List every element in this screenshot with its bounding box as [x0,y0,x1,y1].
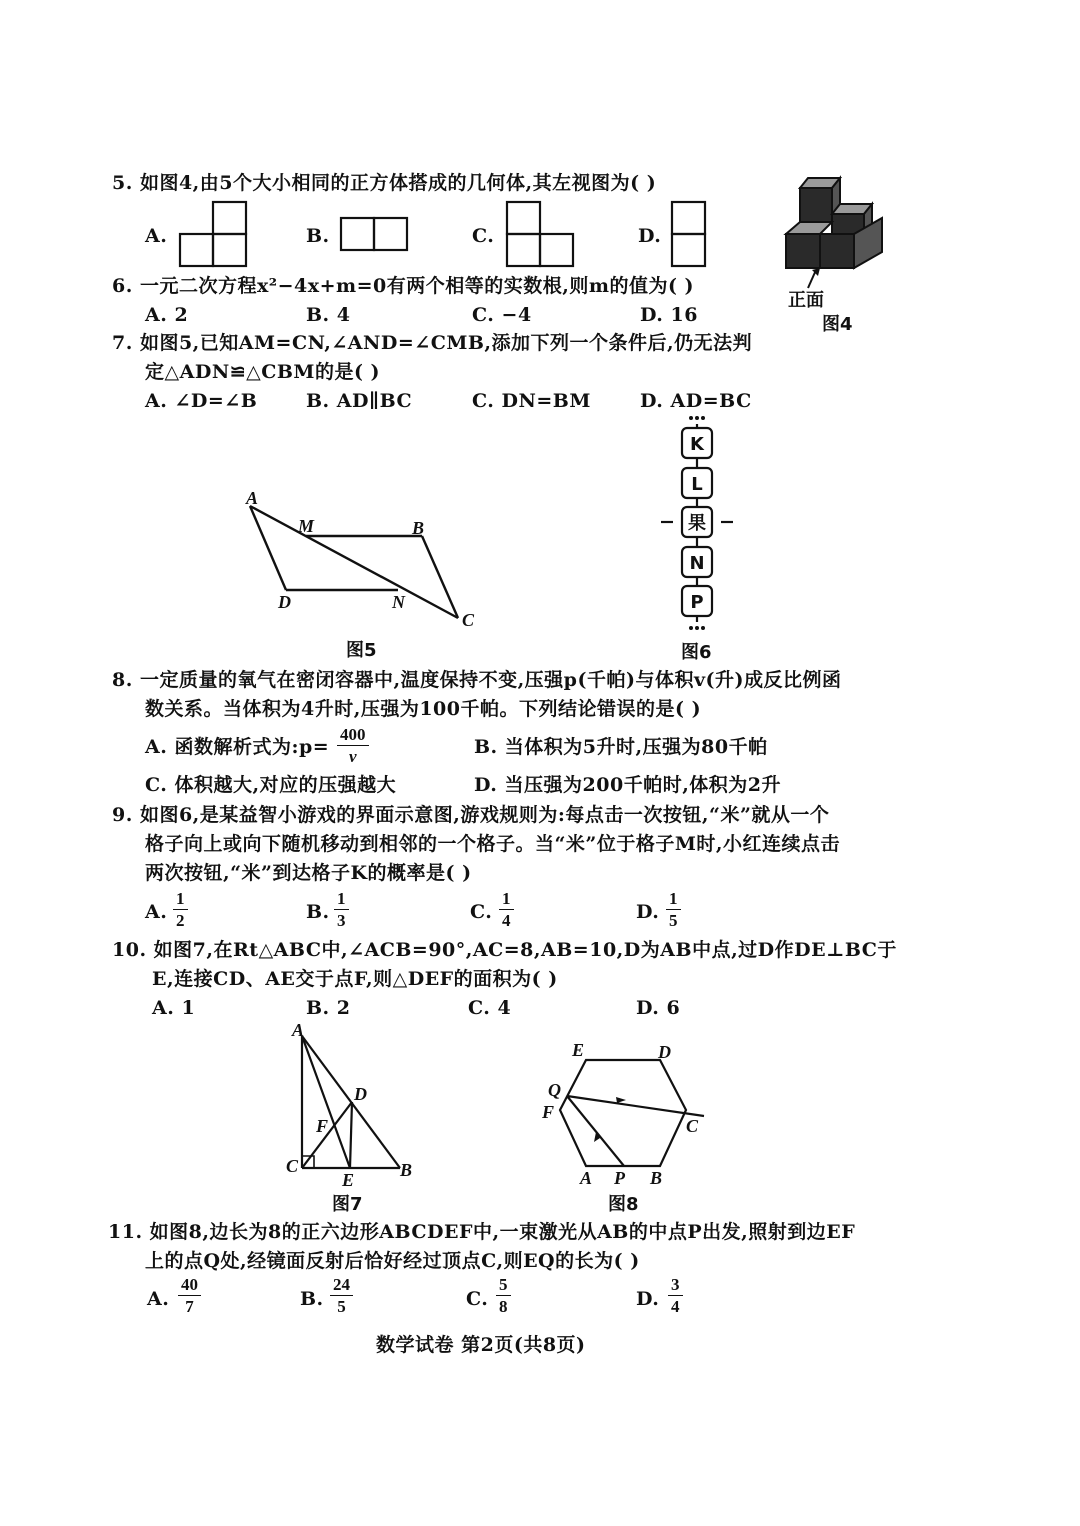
q7-stem-line1: 7. 如图5,已知AM=CN,∠AND=∠CMB,添加下列一个条件后,仍无法判 [112,332,753,354]
figure-5-label-n: N [392,592,405,612]
figure-8-label-c: C [686,1116,699,1136]
q11-option-d-fraction [668,1276,683,1315]
q5-option-c-view [505,200,575,268]
q8-stem-line1: 8. 一定质量的氧气在密闭容器中,温度保持不变,压强p(千帕)与体积v(升)成反比例函 [112,669,842,691]
figure-8-label-f: F [542,1102,555,1122]
q9-option-b-label: B. [306,901,330,923]
q6-option-c: C. −4 [472,304,532,326]
figure-5-label-m: M [298,516,315,536]
q6-option-d: D. 16 [640,304,698,326]
q11-option-a-numerator: 40 [178,1276,201,1296]
figure-6-cell-piece: 果 [688,513,706,534]
q6-option-a: A. 2 [145,304,189,326]
q8-option-a-prefix: A. 函数解析式为:p= [145,736,330,758]
q8-option-a-denominator: v [348,747,357,766]
q10-option-c: C. 4 [468,997,512,1019]
figure-7-label-b: B [400,1160,413,1180]
q9-stem-line3: 两次按钮,“米”到达格子K的概率是( ) [145,862,472,884]
q11-option-b-label: B. [300,1288,324,1310]
q9-option-c-numerator: 1 [499,890,514,910]
q5-option-d-view [670,200,707,268]
q11-option-d-numerator: 3 [668,1276,683,1296]
figure-7-caption: 图7 [332,1194,363,1215]
q11-option-b-denominator: 5 [337,1297,346,1316]
q7-option-a: A. ∠D=∠B [145,390,258,412]
q11-option-b-fraction [330,1276,353,1315]
figure-7-label-c: C [286,1156,299,1176]
q6-stem: 6. 一元二次方程x²−4x+m=0有两个相等的实数根,则m的值为( ) [112,275,695,297]
q9-option-c-label: C. [470,901,493,923]
figure-8-label-q: Q [548,1080,561,1100]
q9-option-a-denominator: 2 [176,911,185,930]
page-footer: 数学试卷 第2页(共8页) [376,1334,586,1356]
figure-6-game [655,412,745,664]
figure-8-label-a: A [580,1168,593,1188]
figure-5-label-c: C [462,610,475,630]
figure-5 [240,488,490,663]
figure-7-label-d: D [354,1084,367,1104]
q9-option-d-denominator: 5 [669,911,678,930]
q11-option-a-fraction [178,1276,201,1315]
q8-option-d: D. 当压强为200千帕时,体积为2升 [474,774,782,796]
q10-option-d: D. 6 [636,997,681,1019]
q5-option-b-view [339,216,409,252]
figure-8-label-d: D [658,1042,671,1062]
q8-option-a-fraction [337,726,369,765]
q8-option-b: B. 当体积为5升时,压强为80千帕 [474,736,768,758]
figure-8-label-b: B [650,1168,663,1188]
q9-option-a-fraction [173,890,188,929]
q9-option-d-numerator: 1 [666,890,681,910]
q11-option-a-denominator: 7 [185,1297,194,1316]
q5-option-d-label: D. [638,225,662,247]
q10-option-a: A. 1 [152,997,196,1019]
figure-5-label-b: B [412,518,425,538]
figure-4-front-label: 正面 [788,290,824,311]
figure-8-caption: 图8 [608,1194,639,1215]
figure-6-cell-l: L [691,474,703,495]
q8-option-c: C. 体积越大,对应的压强越大 [145,774,397,796]
figure-5-label-a: A [246,488,259,508]
q7-stem-line2: 定△ADN≌△CBM的是( ) [145,361,381,383]
q5-option-b-label: B. [306,225,330,247]
q11-stem-line1: 11. 如图8,边长为8的正六边形ABCDEF中,一束激光从AB的中点P出发,照射到边EF [108,1221,856,1243]
q8-option-a-numerator: 400 [337,726,369,746]
q10-stem-line2: E,连接CD、AE交于点F,则△DEF的面积为( ) [152,968,558,990]
q9-stem-line1: 9. 如图6,是某益智小游戏的界面示意图,游戏规则为:每点击一次按钮,“米”就从一个 [112,804,830,826]
figure-6-cell-k: K [690,434,704,455]
q5-option-c-label: C. [472,225,495,247]
figure-8 [538,1036,718,1216]
q7-option-c: C. DN=BM [472,390,591,412]
figure-4-caption: 图4 [822,314,853,335]
figure-6-caption: 图6 [681,642,712,663]
figure-6-cell-n: N [689,553,705,574]
q11-option-b-numerator: 24 [330,1276,353,1296]
q5-stem: 5. 如图4,由5个大小相同的正方体搭成的几何体,其左视图为( ) [112,172,657,194]
q10-stem-line1: 10. 如图7,在Rt△ABC中,∠ACB=90°,AC=8,AB=10,D为AB中点,过D作DE⊥BC于 [112,939,897,961]
figure-7 [282,1022,422,1214]
q11-option-c-label: C. [466,1288,489,1310]
q7-option-d: D. AD=BC [640,390,752,412]
figure-6-cell-p: P [690,592,704,613]
q9-option-b-numerator: 1 [334,890,349,910]
q11-option-c-fraction [496,1276,511,1315]
q11-option-a-label: A. [147,1288,170,1310]
q9-option-b-fraction [334,890,349,929]
figure-7-label-f: F [316,1116,329,1136]
figure-7-label-a: A [292,1020,305,1040]
q7-option-b: B. AD∥BC [306,390,413,412]
figure-5-caption: 图5 [346,640,377,661]
figure-8-label-p: P [614,1168,625,1188]
figure-4-cubes [782,172,892,335]
q10-option-b: B. 2 [306,997,351,1019]
figure-8-label-e: E [572,1040,585,1060]
q11-option-d-label: D. [636,1288,660,1310]
q11-option-c-numerator: 5 [496,1276,511,1296]
q9-option-d-fraction [666,890,681,929]
q9-option-a-numerator: 1 [173,890,188,910]
q6-option-b: B. 4 [306,304,351,326]
q11-stem-line2: 上的点Q处,经镜面反射后恰好经过顶点C,则EQ的长为( ) [145,1250,640,1272]
q5-option-a-view [178,200,248,268]
q9-option-b-denominator: 3 [337,911,346,930]
q9-option-d-label: D. [636,901,660,923]
q9-option-a-label: A. [145,901,168,923]
q9-option-c-fraction [499,890,514,929]
figure-5-label-d: D [278,592,291,612]
figure-7-label-e: E [342,1170,355,1190]
q5-option-a-label: A. [145,225,168,247]
q9-stem-line2: 格子向上或向下随机移动到相邻的一个格子。当“米”位于格子M时,小红连续点击 [145,833,841,855]
q11-option-d-denominator: 4 [671,1297,680,1316]
q8-stem-line2: 数关系。当体积为4升时,压强为100千帕。下列结论错误的是( ) [145,698,702,720]
q11-option-c-denominator: 8 [499,1297,508,1316]
q9-option-c-denominator: 4 [502,911,511,930]
